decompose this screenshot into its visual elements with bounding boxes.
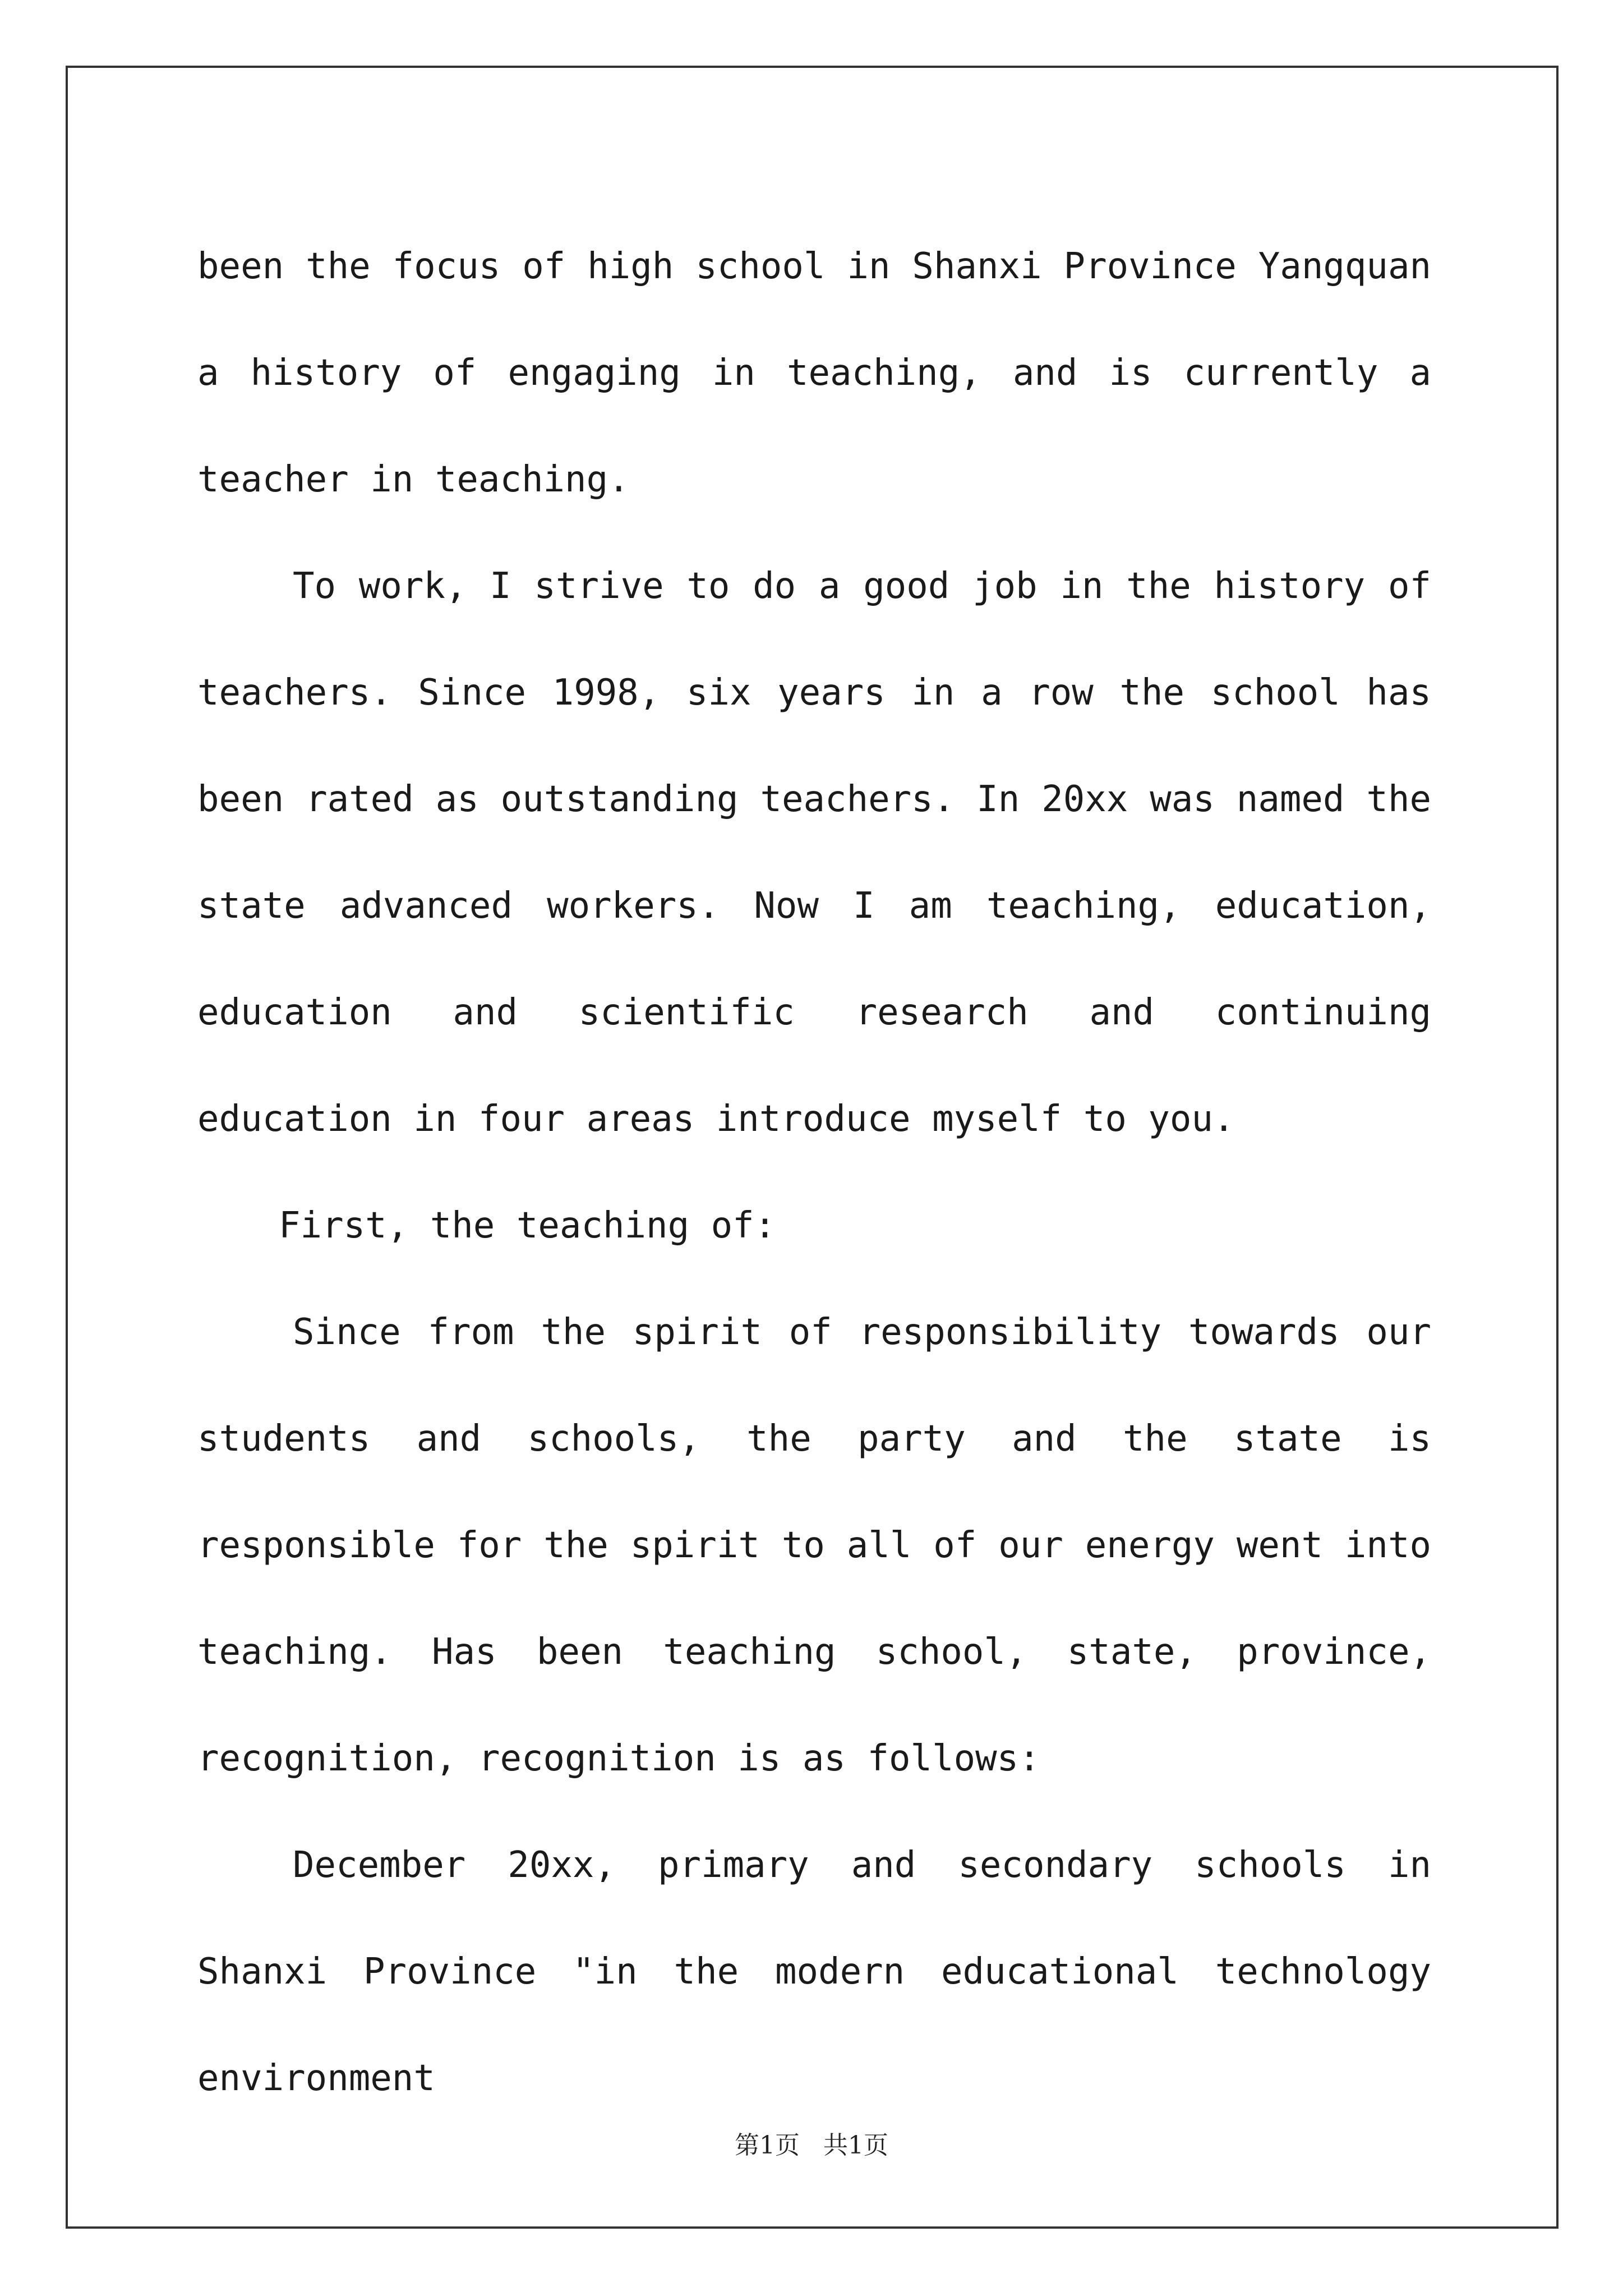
paragraph-2: To work, I strive to do a good job in the history of teachers. Since 1998, six years in a row the school has been rated as outstanding teachers. In 20xx was named the state advanced workers. Now I am teaching, education, education and scientific research and continuing education in four areas introduce myself to you. <box>197 565 1431 1140</box>
paragraph-1: been the focus of high school in Shanxi Province Yangquan a history of engaging in teaching, and is currently a teacher in teaching. <box>197 246 1431 500</box>
page-footer: 第1页 共1页 <box>735 2131 888 2160</box>
document-body <box>197 213 1431 2132</box>
paragraph-5: December 20xx, primary and secondary schools in Shanxi Province "in the modern educational technology environment <box>197 1844 1431 2099</box>
paragraph-4: Since from the spirit of responsibility towards our students and schools, the party and the state is responsible for the spirit to all of our energy went into teaching. Has been teaching school, state, province, recognition, recognition is as follows: <box>197 1312 1431 1779</box>
section-heading-teaching: First, the teaching of: <box>279 1205 776 1246</box>
